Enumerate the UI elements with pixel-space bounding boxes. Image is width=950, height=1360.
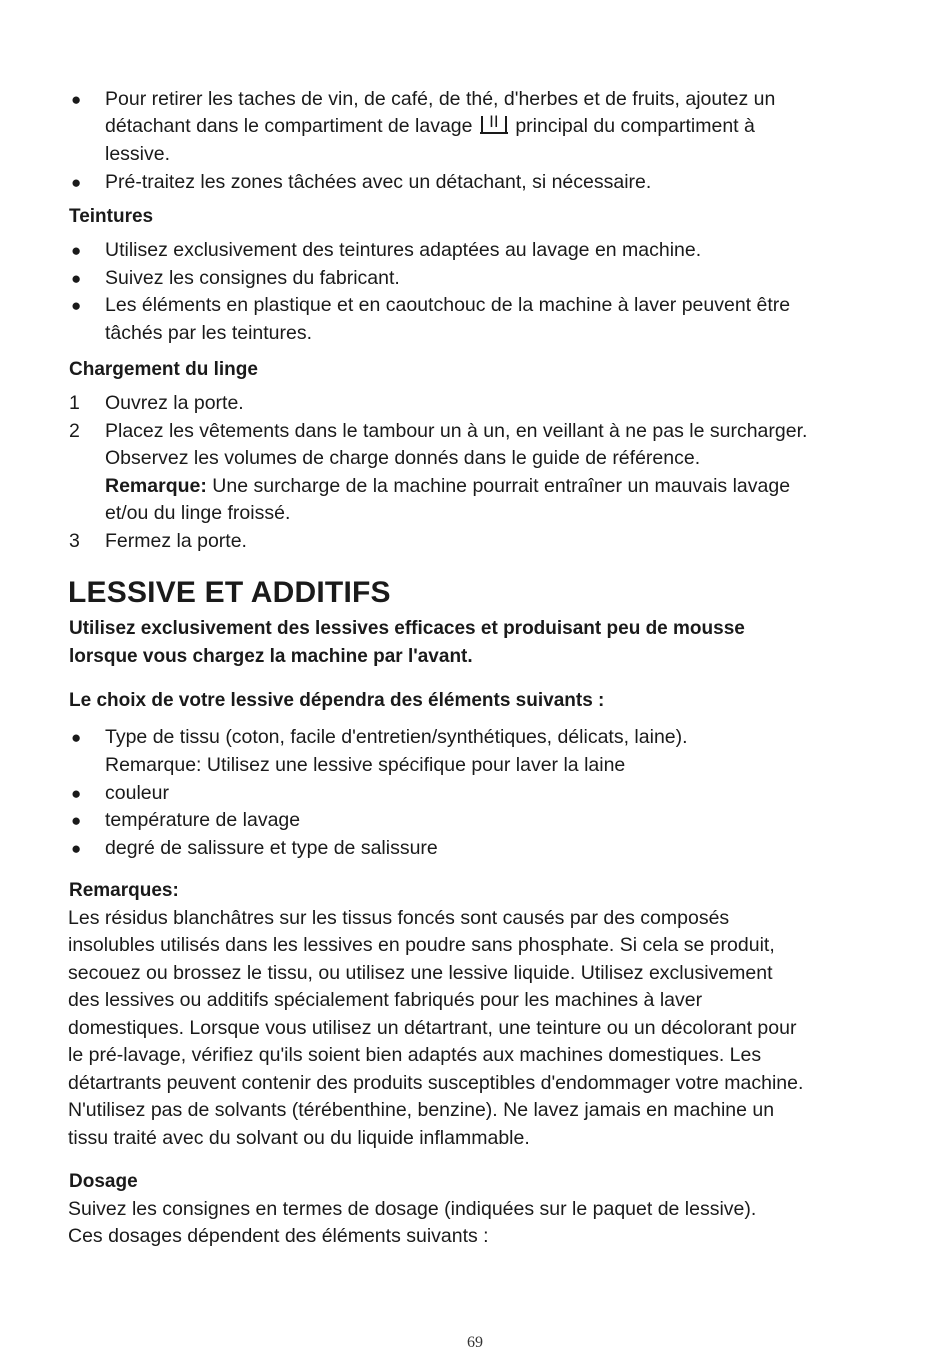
section-title-teintures: Teintures [69,206,154,227]
bullet-dot: ● [71,811,82,830]
dosage-line-2: Ces dosages dépendent des éléments suivants : [68,1225,489,1247]
lessive-bullet-2: couleur [105,782,169,804]
remarques-line: N'utilisez pas de solvants (térébenthine, benzine). Ne lavez jamais en machine un [68,1099,775,1121]
remarques-line: tissu traité avec du solvant ou du liquide inflammable. [68,1127,530,1149]
remarques-line: secouez ou brossez le tissu, ou utilisez une lessive liquide. Utilisez exclusivement [68,962,773,984]
note-label: Remarque: [105,475,207,497]
lessive-bullet-1-line-1: Type de tissu (coton, facile d'entretien/synthétiques, délicats, laine). [105,726,688,748]
remarques-line: des lessives ou additifs spécialement fabriqués pour les machines à laver [68,989,703,1011]
main-wash-compartment-icon-label: II [489,112,499,131]
intro-bullet-1-line-3: lessive. [105,143,171,165]
bullet-dot: ● [71,269,82,288]
remarques-line: le pré-lavage, vérifiez qu'ils soient bien adaptés aux machines domestiques. Les [68,1044,762,1066]
step-number-1: 1 [69,392,80,414]
section-title-dosage: Dosage [69,1171,138,1192]
teintures-bullet-3-line-1: Les éléments en plastique et en caoutchouc de la machine à laver peuvent être [105,294,791,316]
bullet-dot: ● [71,728,82,747]
dosage-line-1: Suivez les consignes en termes de dosage (indiquées sur le paquet de lessive). [68,1198,757,1220]
bullet-dot: ● [71,90,82,109]
intro-bullet-1-line-2-end: principal du compartiment à [515,115,755,137]
remarques-line: domestiques. Lorsque vous utilisez un détartrant, une teinture ou un décolorant pour [68,1017,797,1039]
note-text: Une surcharge de la machine pourrait entraîner un mauvais lavage [206,475,791,497]
intro-bullet-1-line-1: Pour retirer les taches de vin, de café, de thé, d'herbes et de fruits, ajoutez un [105,88,776,110]
intro-bullet-1-line-2 [105,113,755,141]
step-number-3: 3 [69,530,80,552]
chargement-step-3: Fermez la porte. [105,530,247,552]
intro-bullet-1-line-2-start: détachant dans le compartiment de lavage [105,115,473,137]
lessive-intro-line-1: Utilisez exclusivement des lessives efficaces et produisant peu de mousse [69,618,745,639]
step-number-2: 2 [69,420,80,442]
lessive-bullet-4: degré de salissure et type de salissure [105,837,438,859]
bullet-dot: ● [71,839,82,858]
bullet-dot: ● [71,784,82,803]
intro-bullet-2: Pré-traitez les zones tâchées avec un détachant, si nécessaire. [105,171,652,193]
bullet-dot: ● [71,241,82,260]
remarques-line: insolubles utilisés dans les lessives en poudre sans phosphate. Si cela se produit, [68,934,775,956]
bullet-dot: ● [71,296,82,315]
remarques-line: détartrants peuvent contenir des produits susceptibles d'endommager votre machine. [68,1072,804,1094]
lessive-bullet-3: température de lavage [105,809,301,831]
section-title-remarques: Remarques: [69,880,179,901]
teintures-bullet-2: Suivez les consignes du fabricant. [105,267,400,289]
section-title-chargement: Chargement du linge [69,359,258,380]
teintures-bullet-1: Utilisez exclusivement des teintures adaptées au lavage en machine. [105,239,702,261]
teintures-bullet-3-line-2: tâchés par les teintures. [105,322,313,344]
main-wash-compartment-icon [480,114,508,134]
chargement-step-2-note [105,473,790,501]
chapter-title: LESSIVE ET ADDITIFS [68,576,391,609]
chargement-step-2-line-1: Placez les vêtements dans le tambour un à un, en veillant à ne pas le surcharger. [105,420,808,442]
lessive-intro-line-2: lorsque vous chargez la machine par l'avant. [69,646,473,667]
chargement-step-2-line-2: Observez les volumes de charge donnés dans le guide de référence. [105,447,701,469]
page-number: 69 [467,1334,483,1351]
remarques-line: Les résidus blanchâtres sur les tissus foncés sont causés par des composés [68,907,730,929]
lessive-choice-title: Le choix de votre lessive dépendra des éléments suivants : [69,690,605,711]
bullet-dot: ● [71,173,82,192]
chargement-step-2-note-line-2: et/ou du linge froissé. [105,502,291,524]
chargement-step-1: Ouvrez la porte. [105,392,244,414]
lessive-bullet-1-line-2: Remarque: Utilisez une lessive spécifique pour laver la laine [105,754,626,776]
